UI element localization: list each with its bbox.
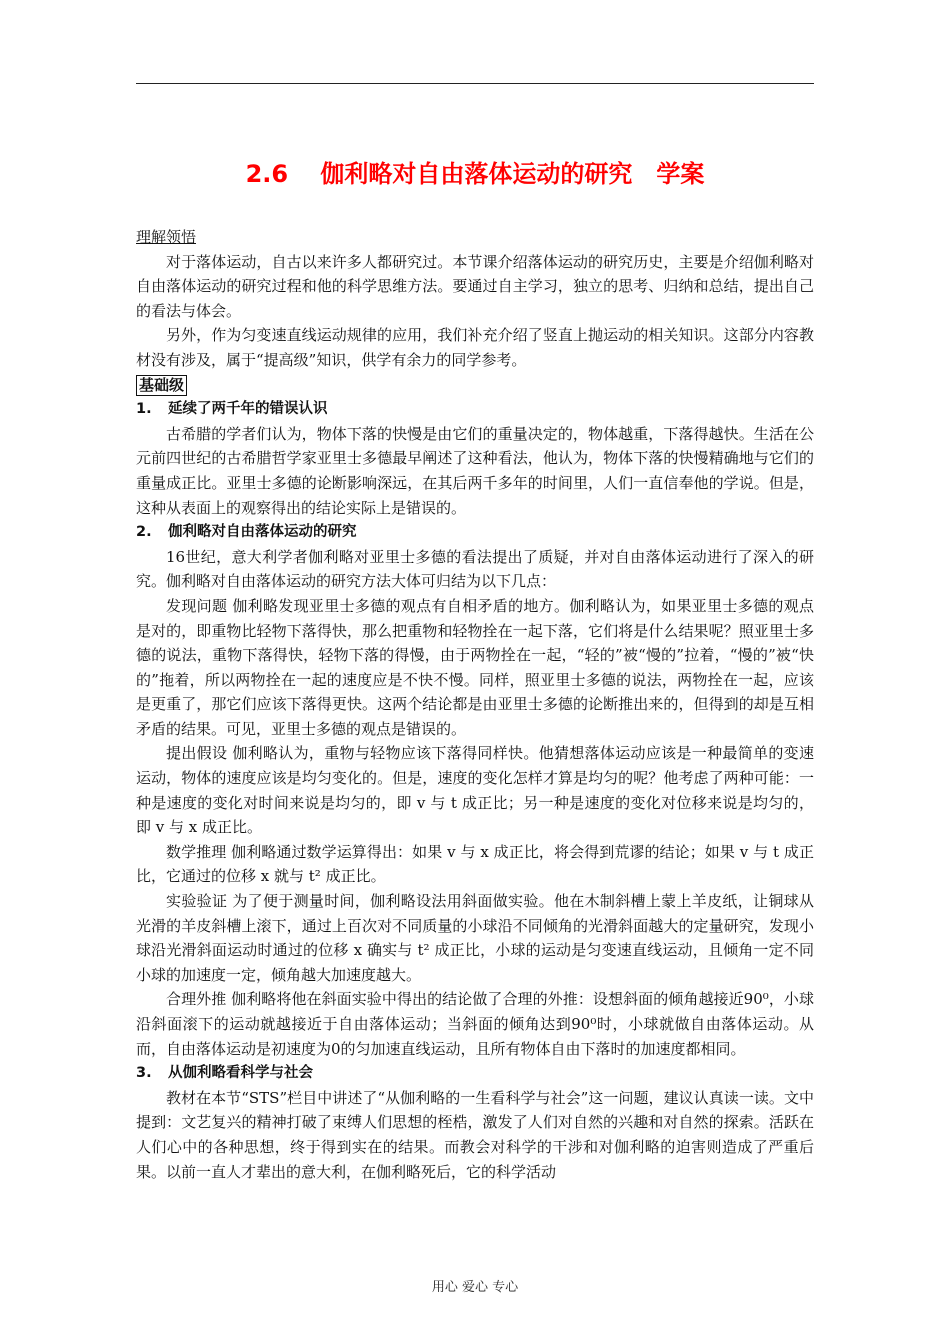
section-heading-1: 1. 延续了两千年的错误认识 — [136, 401, 328, 418]
section-label: 理解领悟 — [136, 228, 197, 246]
section-2-paragraph-4: 数学推理 伽利略通过数学运算得出：如果 v 与 x 成正比，将会得到荒谬的结论；如果 v 与 t 成正比，它通过的位移 x 就与 t² 成正比。 — [136, 842, 814, 886]
page-footer: 用心 爱心 专心 — [431, 1280, 519, 1295]
page-title: 2.6 伽利略对自由落体运动的研究 学案 — [245, 160, 705, 188]
section-heading-2: 2. 伽利略对自由落体运动的研究 — [136, 524, 357, 541]
section-1-paragraph-1: 古希腊的学者们认为，物体下落的快慢是由它们的重量决定的，物体越重，下落得越快。生活在公元前四世纪的古希腊哲学家亚里士多德最早阐述了这种看法，他认为，物体下落的快慢精确地与它们的重量成正比。亚里士多德的论断影响深远，在其后两千多年的时间里，人们一直信奉他的学说。但是，这种从表面上的观察得出的结论实际上是错误的。 — [136, 424, 814, 517]
section-2-paragraph-1: 16世纪，意大利学者伽利略对亚里士多德的看法提出了质疑，并对自由落体运动进行了深入的研究。伽利略对自由落体运动的研究方法大体可归结为以下几点： — [136, 547, 814, 591]
level-label: 基础级 — [136, 375, 187, 396]
section-3-paragraph-1: 教材在本节“STS”栏目中讲述了“从伽利略的一生看科学与社会”这一问题，建议认真读一读。文中提到：文艺复兴的精神打破了束缚人们思想的桎梏，激发了人们对自然的兴趣和对自然的探索。活跃在人们心中的各种思想，终于得到实在的结果。而教会对科学的干涉和对伽利略的迫害则造成了严重后果。以前一直人才辈出的意大利，在伽利略死后，它的科学活动 — [136, 1088, 814, 1181]
document-body — [136, 225, 814, 1184]
section-heading-3: 3. 从伽利略看科学与社会 — [136, 1065, 313, 1082]
section-2-paragraph-3: 提出假设 伽利略认为，重物与轻物应该下落得同样快。他猜想落体运动应该是一种最简单的变速运动，物体的速度应该是均匀变化的。但是，速度的变化怎样才算是均匀的呢？他考虑了两种可能：一种是速度的变化对时间来说是均匀的，即 v 与 t 成正比；另一种是速度的变化对位移来说是均匀的，即 v 与 x 成正比。 — [136, 744, 814, 837]
section-2-paragraph-5: 实验验证 为了便于测量时间，伽利略设法用斜面做实验。他在木制斜槽上蒙上羊皮纸，让铜球从光滑的羊皮斜槽上滚下，通过上百次对不同质量的小球沿不同倾角的光滑斜面越大的定量研究，发现小球沿光滑斜面运动时通过的位移 x 确实与 t² 成正比，小球的运动是匀变速直线运动，且倾角一定不同小球的加速度一定，倾角越大加速度越大。 — [136, 892, 814, 984]
section-2-paragraph-6: 合理外推 伽利略将他在斜面实验中得出的结论做了合理的外推：设想斜面的倾角越接近90⁰，小球沿斜面滚下的运动就越接近于自由落体运动；当斜面的倾角达到90⁰时，小球就做自由落体运动。从而，自由落体运动是初速度为0的匀加速直线运动，且所有物体自由下落时的加速度都相同。 — [136, 990, 814, 1058]
header-rule — [136, 83, 814, 84]
section-2-paragraph-2: 发现问题 伽利略发现亚里士多德的观点有自相矛盾的地方。伽利略认为，如果亚里士多德的观点是对的，即重物比轻物下落得快，那么把重物和轻物拴在一起下落，它们将是什么结果呢？照亚里士多德的说法，重物下落得快，轻物下落的得慢，由于两物拴在一起，“轻的”被“慢的”拉着，“慢的”被“快的”拖着，所以两物拴在一起的速度应是不快不慢。同样，照亚里士多德的说法，两物拴在一起，应该是更重了，那它们应该下落得更快。这两个结论都是由亚里士多德的论断推出来的，但得到的却是互相矛盾的结果。可见，亚里士多德的观点是错误的。 — [136, 596, 814, 738]
level-label-line — [136, 373, 814, 398]
intro-paragraph-2: 另外，作为匀变速直线运动规律的应用，我们补充介绍了竖直上抛运动的相关知识。这部分内容教材没有涉及，属于“提高级”知识，供学有余力的同学参考。 — [136, 326, 814, 369]
intro-paragraph-1: 对于落体运动，自古以来许多人都研究过。本节课介绍落体运动的研究历史，主要是介绍伽利略对自由落体运动的研究过程和他的科学思维方法。要通过自主学习，独立的思考、归纳和总结，提出自己的看法与体会。 — [136, 252, 814, 320]
